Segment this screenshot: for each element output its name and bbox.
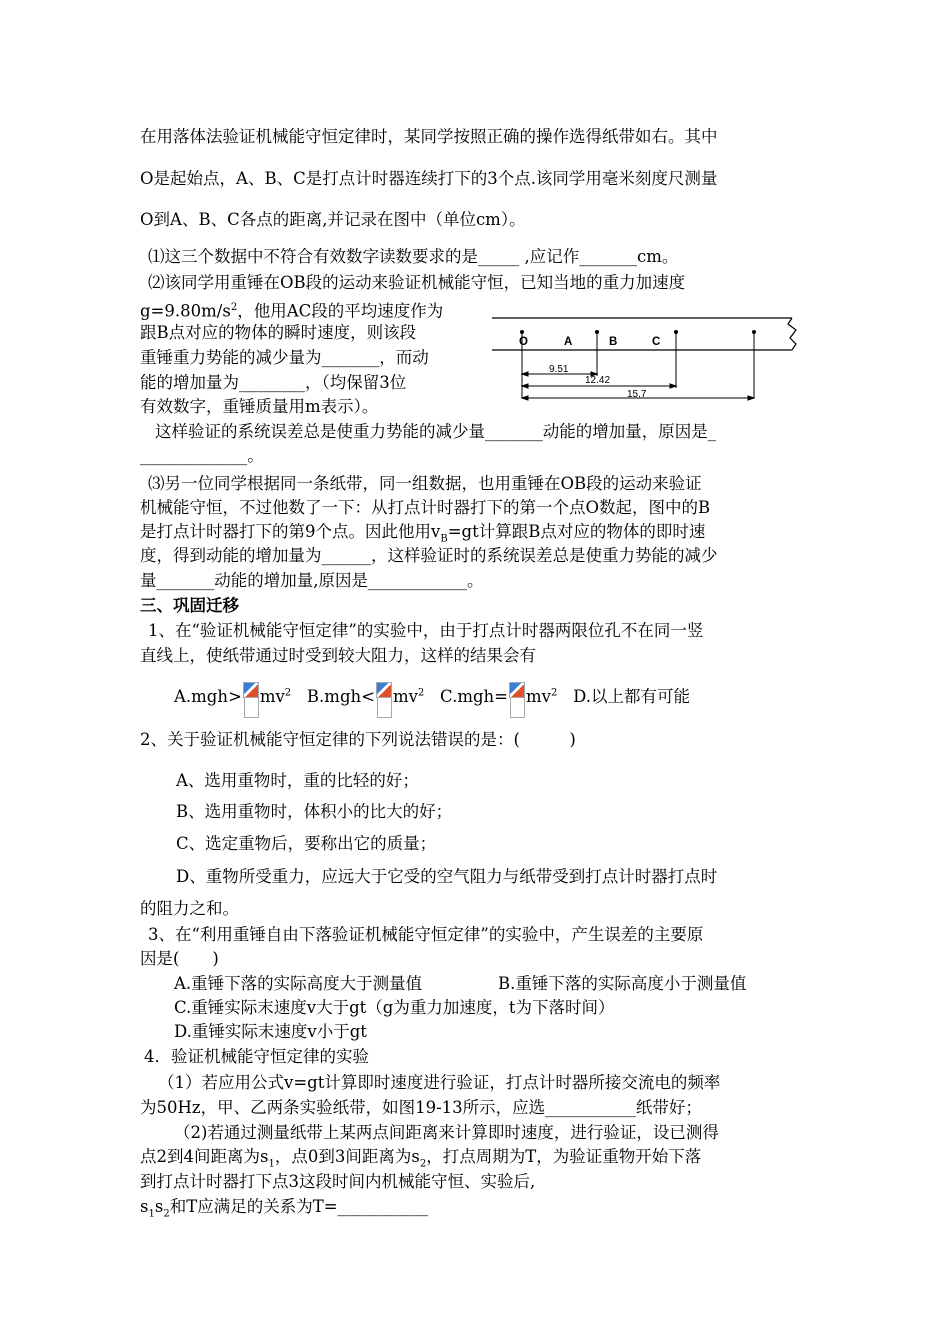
question-2-line-4: 重锤重力势能的减少量为_______，而动 [140,348,429,367]
option-a-label: A.mgh> [174,687,242,706]
p4-s2b-part-2: ，点0到3间距离为s [274,1147,420,1166]
p4-s2d-sub-1: 1 [148,1208,155,1220]
fraction-image-icon [509,682,525,716]
tape-label-b: B [609,336,618,348]
question-2-line-3: 跟B点对应的物体的瞬时速度，则该段 [140,323,417,342]
option-c-mv: mv [526,687,551,706]
problem-2-stem: 2、关于验证机械能守恒定律的下列说法错误的是：( ) [140,730,576,749]
problem-2-option-d-line-2: 的阻力之和。 [140,899,239,918]
question-3-line-3a: 是打点计时器打下的第9个点。因此他用v [140,522,441,541]
problem-2-option-c: C、选定重物后，要称出它的质量； [176,834,437,853]
problem-4-part-2-line-4 [140,1196,428,1225]
question-3-line-1: ⑶另一位同学根据同一条纸带，同一组数据，也用重锤在OB段的运动来验证 [148,474,702,493]
option-a-mv: mv [259,687,285,706]
problem-3-option-d: D.重锤实际末速度v小于gt [174,1022,367,1041]
tape-outline [492,318,796,350]
problem-3-option-c: C.重锤实际末速度v大于gt（g为重力加速度，t为下落时间） [174,998,615,1017]
problem-1-line-2: 直线上，使纸带通过时受到较大阻力，这样的结果会有 [140,646,536,665]
problem-3-option-a: A.重锤下落的实际高度大于测量值 [174,974,423,993]
problem-4-title: 4．验证机械能守恒定律的实验 [144,1047,369,1066]
tape-dot-b [674,330,678,334]
option-c-sq: 2 [550,687,558,699]
intro-line-1: 在用落体法验证机械能守恒定律时，某同学按照正确的操作选得纸带如右。其中 [140,127,718,146]
tape-distance-oc: 15.7 [627,389,647,400]
intro-line-3: O到A、B、C各点的距离,并记录在图中（单位cm）。 [140,210,526,229]
tape-dot-a [595,330,599,334]
tape-distance-oa: 9.51 [549,364,569,375]
question-2-line-2a: g=9.80m/s [140,301,231,321]
p4-s2b-part-3: ，打点周期为T，为验证重物开始下落 [426,1147,702,1166]
problem-2-option-d-line-1: D、重物所受重力，应远大于它受的空气阻力与纸带受到打点计时器打点时 [176,867,718,886]
problem-1-line-1: 1、在“验证机械能守恒定律”的实验中，由于打点计时器两限位孔不在同一竖 [148,621,704,640]
option-b-sq: 2 [417,687,425,699]
problem-4-part-1-line-2: 为50Hz，甲、乙两条实验纸带，如图19-13所示，应选___________纸带好； [140,1098,702,1117]
problem-3-line-1: 3、在“利用重锤自由下落验证机械能守恒定律”的实验中，产生误差的主要原 [148,925,704,944]
question-2-line-1: ⑵该同学用重锤在OB段的运动来验证机械能守恒，已知当地的重力加速度 [148,273,686,292]
option-b-label: B.mgh< [306,687,375,706]
problem-1-options [174,682,690,716]
question-3-line-5: 量_______动能的增加量,原因是____________。 [140,571,484,590]
tape-dot-o [520,330,524,334]
tape-dot-c [752,330,756,334]
question-2-line-2-sup: 2 [230,302,238,313]
p4-s2b-sub-1: 1 [268,1158,275,1170]
problem-4-part-1-line-1: （1）若应用公式v=gt计算即时速度进行验证，打点计时器所接交流电的频率 [158,1073,721,1092]
tape-distance-ob: 12.42 [585,375,611,386]
tape-label-a: A [564,336,573,348]
problem-3-line-2: 因是( ) [140,949,219,968]
p4-s2b-sub-2: 2 [419,1158,427,1170]
problem-2-option-b: B、选用重物时，体积小的比大的好； [176,802,453,821]
option-d-label: D.以上都有可能 [573,687,690,706]
p4-s2d-sub-2: 2 [163,1208,170,1220]
question-2-line-2 [140,297,443,323]
question-2-line-6: 有效数字，重锤质量用m表示）。 [140,397,379,416]
option-c-label: C.mgh= [440,687,508,706]
question-3-line-3-sub: B [440,533,448,545]
fraction-image-icon [243,682,259,716]
problem-3-option-b: B.重锤下落的实际高度小于测量值 [498,974,747,993]
problem-2-option-a: A、选用重物时，重的比轻的好； [176,771,419,790]
question-2-line-7: 这样验证的系统误差总是使重力势能的减少量_______动能的增加量，原因是_ [155,422,716,441]
question-3-line-3b: =gt计算跟B点对应的物体的即时速 [447,522,706,541]
tape-label-c: C [652,336,661,348]
question-2-line-8: _____________。 [140,446,264,465]
section-3-heading: 三、巩固迁移 [140,596,239,615]
question-3-line-4: 度，得到动能的增加量为______，这样验证时的系统误差总是使重力势能的减少 [140,546,718,565]
option-a-sq: 2 [284,687,292,699]
question-2-line-5: 能的增加量为________，（均保留3位 [140,373,407,392]
fraction-image-icon [376,682,392,716]
problem-4-part-2-line-3: 到打点计时器打下点3这段时间内机械能守恒、实验后, [140,1172,536,1191]
option-b-mv: mv [392,687,418,706]
paper-tape-figure [492,308,802,408]
question-2-line-2b: ，他用AC段的平均速度作为 [237,301,444,321]
tape-label-o: O [519,336,528,348]
question-3-line-2: 机械能守恒，不过他数了一下：从打点计时器打下的第一个点O数起，图中的B [140,498,711,517]
problem-4-part-2-line-1: （2)若通过测量纸带上某两点间距离来计算即时速度，进行验证，设已测得 [174,1123,719,1142]
p4-s2d-part-1: s [140,1197,149,1216]
intro-line-2: O是起始点，A、B、C是打点计时器连续打下的3个点.该同学用毫米刻度尺测量 [140,169,718,188]
p4-s2b-part-1: 点2到4间距离为s [140,1147,269,1166]
p4-s2d-part-2: s [154,1197,164,1216]
p4-s2d-part-3: 和T应满足的关系为T=___________ [169,1197,429,1216]
question-1: ⑴这三个数据中不符合有效数字读数要求的是_____ ,应记作_______cm。 [148,247,679,266]
